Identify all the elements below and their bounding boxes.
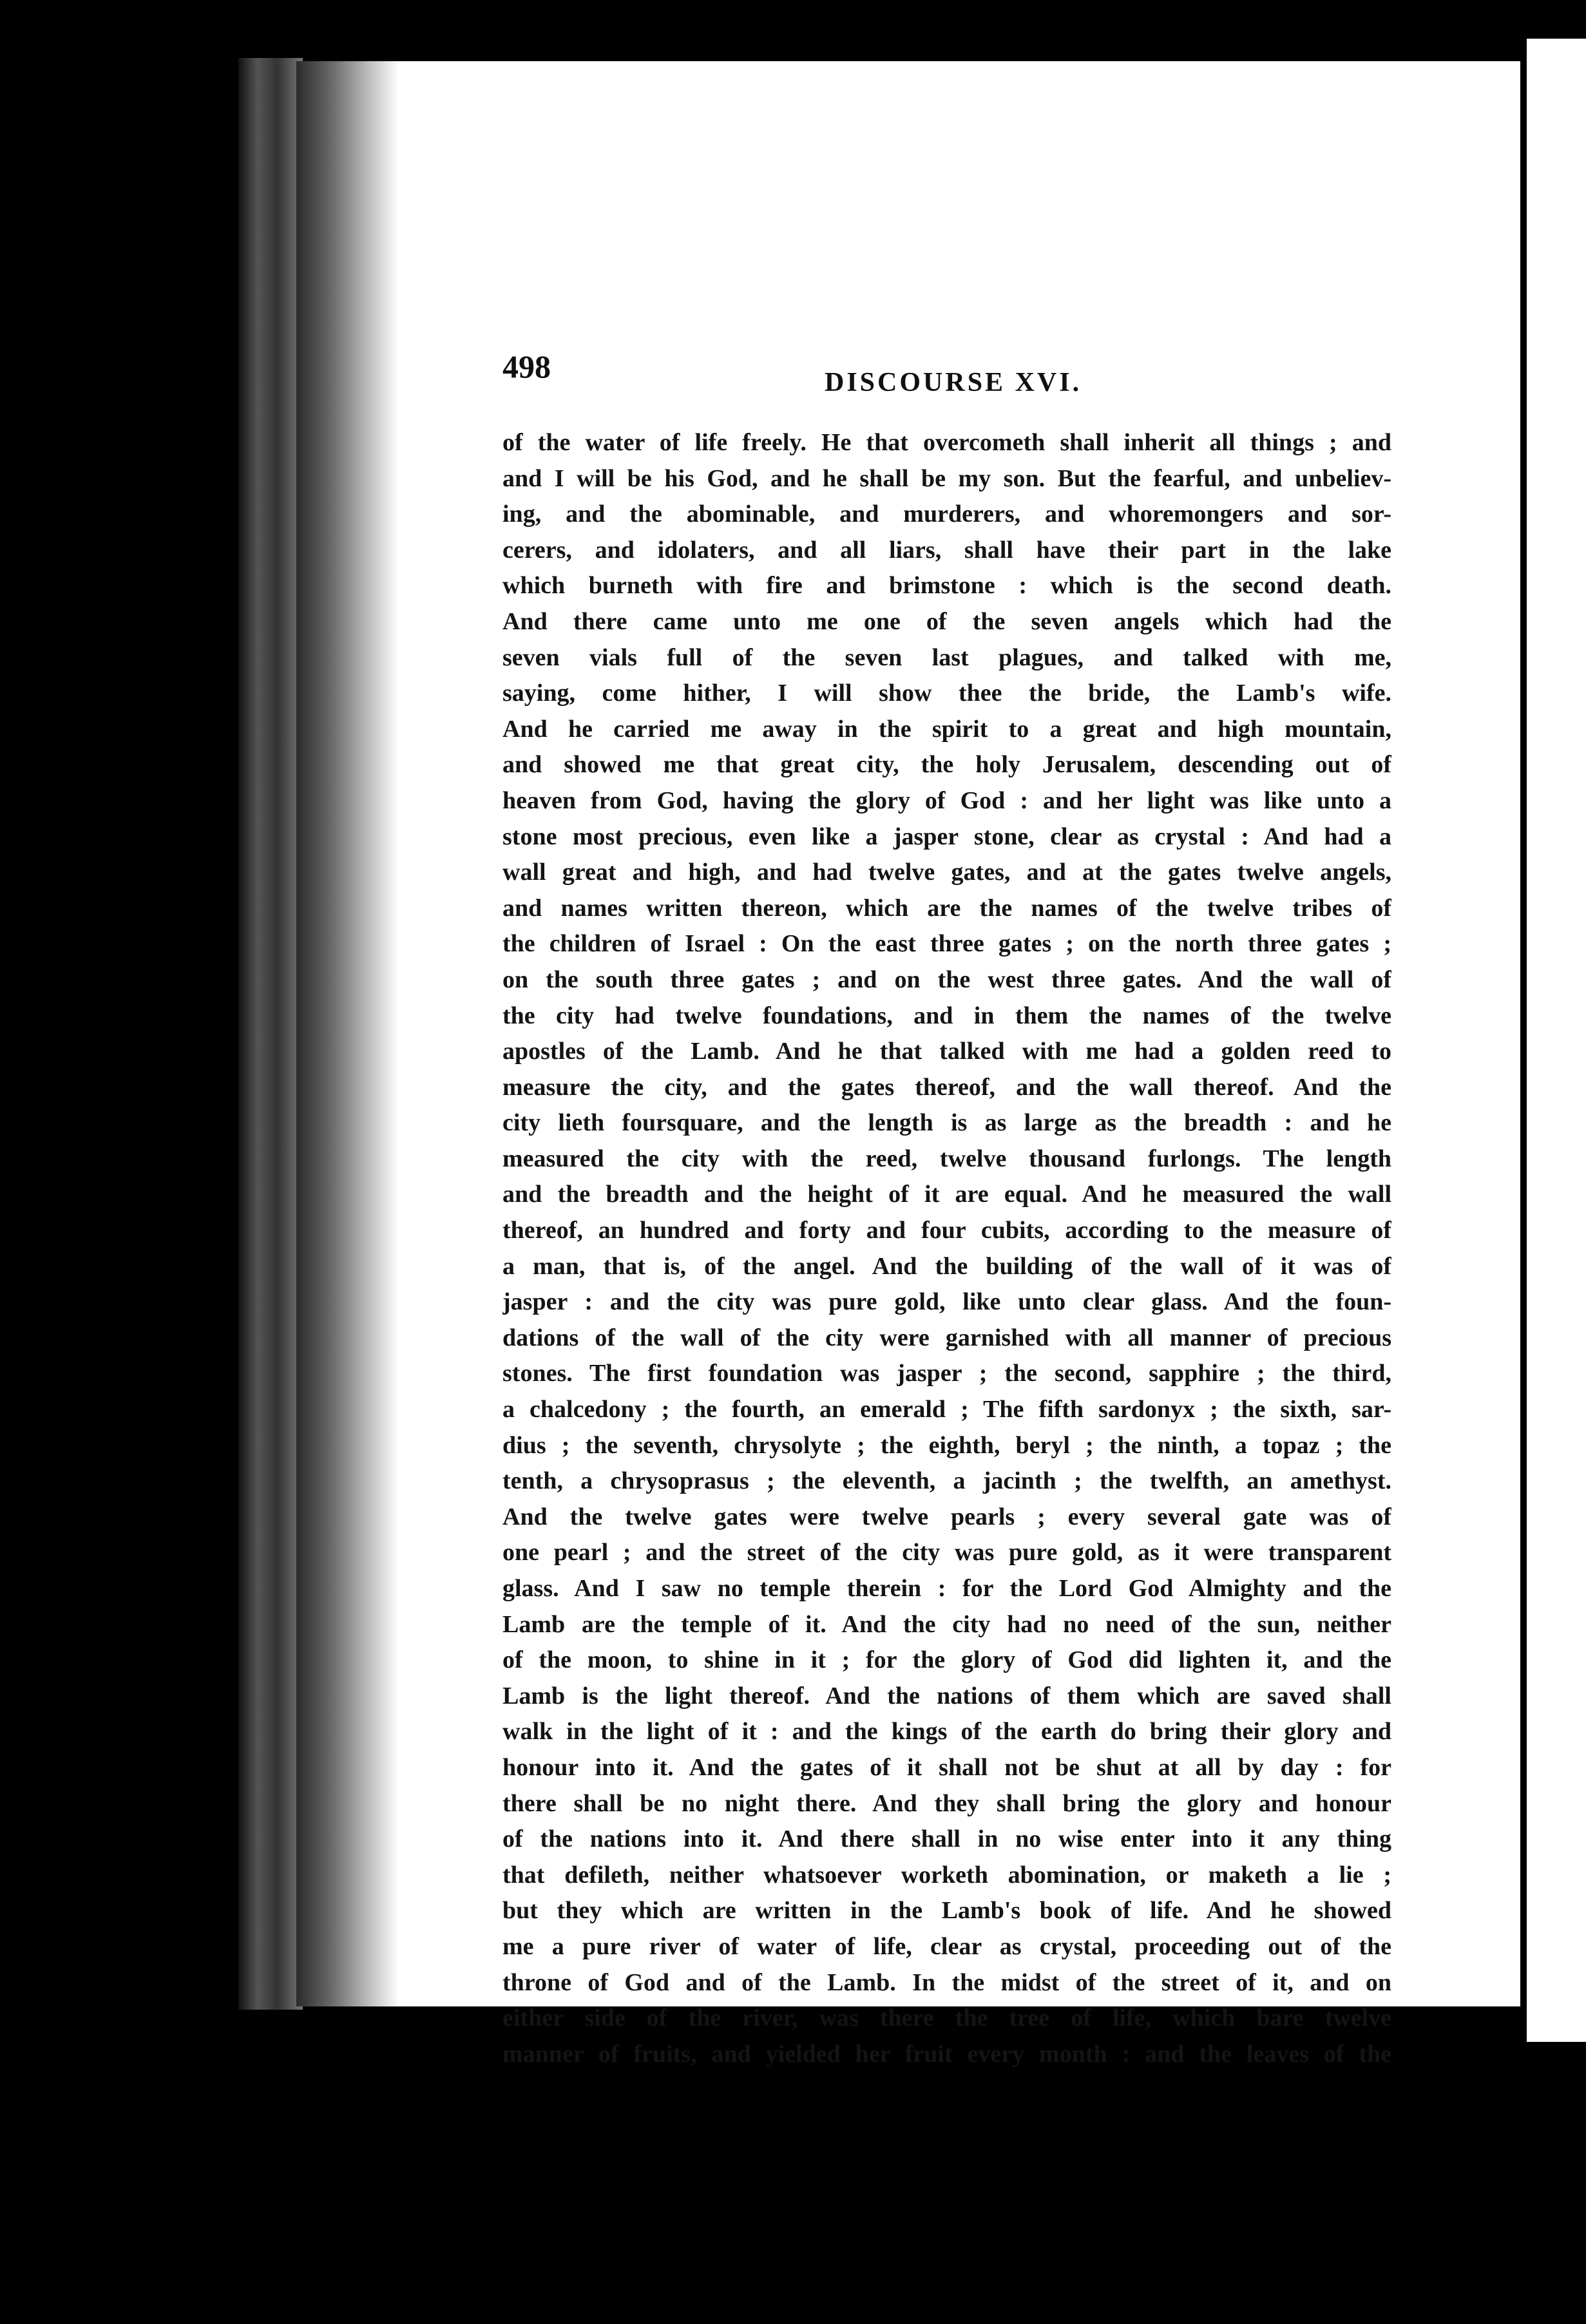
text-line: Lamb are the temple of it. And the city had no need of the sun, neither bbox=[502, 1610, 1391, 1638]
text-line: city lieth foursquare, and the length is as large as the breadth : and he bbox=[502, 1109, 1391, 1137]
text-line: and showed me that great city, the holy Jerusalem, descending out of bbox=[502, 751, 1391, 779]
text-line: stones. The first foundation was jasper ; the second, sapphire ; the third, bbox=[502, 1360, 1391, 1387]
text-line: measured the city with the reed, twelve thousand furlongs. The length bbox=[502, 1145, 1391, 1172]
text-line: of the water of life freely. He that overcometh shall inherit all things ; and bbox=[502, 429, 1391, 456]
page-number: 498 bbox=[502, 348, 551, 385]
text-line: the children of Israel : On the east three gates ; on the north three gates ; bbox=[502, 930, 1391, 958]
text-line: me a pure river of water of life, clear as crystal, proceeding out of the bbox=[502, 1932, 1391, 1960]
text-line: tenth, a chrysoprasus ; the eleventh, a jacinth ; the twelfth, an amethyst. bbox=[502, 1467, 1391, 1495]
running-head: DISCOURSE XVI. bbox=[825, 368, 1082, 397]
text-line: ing, and the abominable, and murderers, and whoremongers and sor- bbox=[502, 500, 1391, 528]
text-line: and I will be his God, and he shall be my son. But the fearful, and unbeliev- bbox=[502, 464, 1391, 492]
text-line: that defileth, neither whatsoever worketh abomination, or maketh a lie ; bbox=[502, 1861, 1391, 1889]
text-line: and the breadth and the height of it are equal. And he measured the wall bbox=[502, 1181, 1391, 1208]
text-line: glass. And I saw no temple therein : for the Lord God Almighty and the bbox=[502, 1575, 1391, 1602]
text-line: manner of fruits, and yielded her fruit every month : and the leaves of the bbox=[502, 2040, 1391, 2068]
text-line: dations of the wall of the city were garnished with all manner of precious bbox=[502, 1324, 1391, 1351]
text-line: And there came unto me one of the seven angels which had the bbox=[502, 607, 1391, 635]
text-line: dius ; the seventh, chrysolyte ; the eighth, beryl ; the ninth, a topaz ; the bbox=[502, 1431, 1391, 1459]
text-line: And he carried me away in the spirit to a great and high mountain, bbox=[502, 715, 1391, 743]
text-line: walk in the light of it : and the kings of the earth do bring their glory and bbox=[502, 1718, 1391, 1746]
text-line: of the moon, to shine in it ; for the glory of God did lighten it, and the bbox=[502, 1646, 1391, 1674]
text-line: honour into it. And the gates of it shall not be shut at all by day : for bbox=[502, 1753, 1391, 1781]
text-line: wall great and high, and had twelve gates, and at the gates twelve angels, bbox=[502, 859, 1391, 886]
text-line: and names written thereon, which are the names of the twelve tribes of bbox=[502, 894, 1391, 922]
text-line: a chalcedony ; the fourth, an emerald ; The fifth sardonyx ; the sixth, sar- bbox=[502, 1396, 1391, 1424]
text-line: heaven from God, having the glory of God : and her light was like unto a bbox=[502, 786, 1391, 814]
text-line: which burneth with fire and brimstone : which is the second death. bbox=[502, 572, 1391, 600]
text-line: on the south three gates ; and on the west three gates. And the wall of bbox=[502, 966, 1391, 993]
text-line: cerers, and idolaters, and all liars, shall have their part in the lake bbox=[502, 536, 1391, 564]
text-line: saying, come hither, I will show thee the bride, the Lamb's wife. bbox=[502, 680, 1391, 707]
text-line: stone most precious, even like a jasper stone, clear as crystal : And had a bbox=[502, 823, 1391, 850]
text-line: jasper : and the city was pure gold, like unto clear glass. And the foun- bbox=[502, 1288, 1391, 1316]
adjacent-page-strip bbox=[1527, 39, 1586, 2042]
text-line: seven vials full of the seven last plagues, and talked with me, bbox=[502, 643, 1391, 671]
gutter-shadow bbox=[296, 61, 399, 2006]
text-line: either side of the river, was there the tree of life, which bare twelve bbox=[502, 2005, 1391, 2032]
text-line: of the nations into it. And there shall in no wise enter into it any thing bbox=[502, 1825, 1391, 1853]
text-line: the city had twelve foundations, and in them the names of the twelve bbox=[502, 1002, 1391, 1029]
text-line: apostles of the Lamb. And he that talked with me had a golden reed to bbox=[502, 1038, 1391, 1065]
text-line: And the twelve gates were twelve pearls ; every several gate was of bbox=[502, 1503, 1391, 1530]
text-line: but they which are written in the Lamb's book of life. And he showed bbox=[502, 1897, 1391, 1925]
body-text bbox=[502, 425, 1391, 2072]
text-line: Lamb is the light thereof. And the nations of them which are saved shall bbox=[502, 1682, 1391, 1710]
text-line: thereof, an hundred and forty and four cubits, according to the measure of bbox=[502, 1217, 1391, 1244]
book-page-edge bbox=[238, 58, 303, 2010]
text-line: one pearl ; and the street of the city was pure gold, as it were transparent bbox=[502, 1539, 1391, 1567]
text-line: a man, that is, of the angel. And the building of the wall of it was of bbox=[502, 1252, 1391, 1280]
text-line: throne of God and of the Lamb. In the midst of the street of it, and on bbox=[502, 1968, 1391, 1996]
text-line: there shall be no night there. And they shall bring the glory and honour bbox=[502, 1789, 1391, 1817]
text-line: measure the city, and the gates thereof, and the wall thereof. And the bbox=[502, 1073, 1391, 1101]
